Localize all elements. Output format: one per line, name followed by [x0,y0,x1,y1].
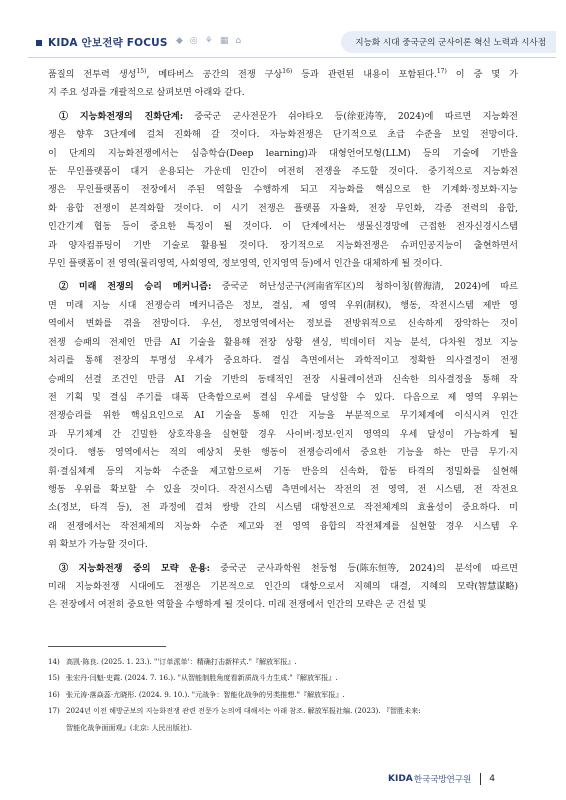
text-run: 등과 관련된 내용이 포함된다. [292,70,437,80]
footnote-divider [48,646,166,647]
text-line [48,334,518,352]
text-line [48,499,518,517]
text-line [48,126,518,144]
text-line [48,237,518,255]
text-line [48,163,518,181]
text-line [48,352,518,370]
text-run: 미래 지능화전쟁 시대에도 전쟁은 기본적으로 인간의 대항으로서 지혜의 대결, 지혜의 모략(智慧谋略) [48,581,518,592]
bold-heading: ① 지능화전쟁의 진화단계: [59,110,184,122]
brand-square-icon [36,40,42,46]
header-section-title: 지능화 시대 중국군의 군사이론 혁신 노력과 시사점 [355,38,546,48]
text-run: 중국군 군사과학원 천둥헝 등(陈东恒等, 2024)의 분석에 따르면 [210,563,518,574]
header-diamond-icon: ◆ [176,36,183,46]
text-line [48,536,518,554]
text-run: 화 융합 전쟁이 본격화할 것이다. 이 시기 전쟁은 플랫폼 자율화, 전장 무인화, 각종 전력의 융합, [48,203,518,214]
text-run: 전쟁승리를 위한 핵심요인으로 AI 기술을 통해 인간 지능을 부분적으로 무기체계에 이식시켜 인간 [48,411,518,422]
paragraph [48,278,518,554]
footnotes [48,654,518,736]
text-line [48,255,518,273]
page-number: 4 [489,774,495,784]
header-brand-group [36,35,168,50]
footnote-text: 张宏丹·闫魁·史霞. (2024. 7. 16.). "从智能制胜角度看新质战斗力生成."『解放军报』. [66,673,338,683]
footnote-text: 2024년 이전 해방군보의 지능화전쟁 관련 전문가 논의에 대해서는 아래 참조. 解放军报社编. (2023). 『智胜未来: [66,706,421,716]
header-brand: KIDA 안보전략 FOCUS [48,37,168,49]
text-line [48,444,518,462]
text-run: 전 기획 및 결심 주기를 대폭 단축함으로써 결심 우세를 달성할 수 있다. 다음으로 제 영역 우위는 [48,392,518,403]
text-run: 중국군 허난성군구(河南省军区)의 청하이칭(曾海清, 2024)에 따르 [211,282,518,293]
text-run: 래 전쟁에서는 작전체계의 지능화 수준 제고와 전 영역 융합의 작전체계를 실현할 경우 시스템 우 [48,521,518,532]
text-run: 중국군 군사전문가 쉬야타오 등(徐亚涛等, 2024)에 따르면 지능화전 [183,111,518,122]
text-run: 휘·결심체계 등의 지능화 수준을 제고함으로써 기동 반응의 신속화, 합동 타격의 정밀화를 실현해 [48,466,518,477]
text-run: 품질의 전투력 생성 [48,70,137,80]
footnote-line [48,720,518,736]
footnote-text: 张元涛·落焱蕊·尤晓彤. (2024. 9. 10.). "元战争：智能化战争的另类推想."『解放军报』. [66,689,345,699]
text-line [48,84,518,102]
text-run: 승패의 선결 조건인 만큼 AI 기술 기반의 동태적인 전장 시뮬레이션과 신속한 의사결정을 통해 작 [48,374,518,385]
footer-logo-text: 한국국방연구원 [413,775,472,785]
text-run: 지 주요 성과를 개괄적으로 살펴보면 아래와 같다. [48,88,245,99]
text-line [48,278,518,296]
text-line [48,481,518,499]
text-line [48,578,518,596]
footnote-number: 16) [48,689,60,699]
text-run: 무인 플랫폼이 전 영역(물리영역, 사회영역, 정보영역, 인지영역 등)에서 인간을 대체하게 될 것이다. [48,259,443,270]
text-run: 둔 무인플랫폼이 대거 운용되는 가운데 인간이 여전히 전쟁을 주도할 것이다. 중기적으로 지능화전 [48,167,518,178]
text-run: 이 단계의 지능화전쟁에서는 심층학습(Deep learning)과 대형언어모형(LLM) 등의 기술에 기반을 [48,148,518,159]
text-line [48,371,518,389]
text-line [48,407,518,425]
footnote-line [48,654,518,670]
footnote-text: 智能化战争面面观』(北京: 人民出版社). [66,722,192,732]
footnote-ref: 15) [136,68,147,75]
text-run: 면 미래 지능 시대 전쟁승리 메커니즘은 정보, 결심, 제 영역 우위(制权), 행동, 작전시스템 제반 영 [48,300,518,311]
text-run: 인간기계 협동 등이 중요한 특징이 될 것이다. 이 단계에서는 생물신경망에 근접한 전자신경시스템 [48,222,518,233]
text-line [48,297,518,315]
text-line [48,315,518,333]
text-line [48,560,518,578]
paragraph [48,66,518,103]
text-run: , 메타버스 공간의 전쟁 구상 [146,70,283,80]
text-line [48,426,518,444]
text-run: 쟁은 향후 3단계에 걸쳐 진화해 갈 것이다. 자능화전쟁은 단기적으로 초급 수준을 보일 전망이다. [48,130,518,141]
footnote-ref: 16) [282,68,293,75]
header-house-icon: ⌂ [235,36,242,46]
text-line [48,218,518,236]
footnote-line [48,670,518,686]
header-section-tab [341,31,556,53]
text-run: 역에서 변화를 겪을 전망이다. 우선, 정보영역에서는 정보를 전방위적으로 신속하게 장악하는 것이 [48,319,518,330]
footnote-line [48,687,518,703]
header-divider [28,57,556,58]
document-body [48,66,518,615]
text-run: 처리를 통해 전장의 투명성 우세가 중요하다. 결심 측면에서는 과학적이고 정확한 의사결정이 전쟁 [48,356,518,367]
text-run: 전쟁 승패의 전제인 만큼 AI 기술을 활용해 전장 상황 센싱, 빅데이터 지능 분석, 다차원 정보 지능 [48,337,518,348]
footnote-line [48,703,518,719]
text-run: 위 확보가 가능할 것이다. [48,540,148,551]
text-line [48,463,518,481]
footer-logo-mark: KIDA [388,774,413,784]
text-line [48,200,518,218]
footnote-number: 15) [48,673,60,683]
text-run: 과 양자컴퓨팅이 기반 기술로 활용될 것이다. 장기적으로 지능화전쟁은 슈퍼인공지능이 출현하면서 [48,240,518,251]
text-run: 쟁은 무인플랫폼이 전장에서 주된 역할을 수행하게 되고 지능화를 핵심으로 한 기계화·정보화·지능 [48,185,518,196]
text-line [48,145,518,163]
footnote-number: 14) [48,657,60,666]
header-icon-strip [176,36,241,46]
text-run: 행동 우위를 확보할 수 있을 것이다. 작전시스템 측면에서는 작전의 전 영역, 전 시스템, 전 작전요 [48,484,518,495]
text-run: 소(정보, 타격 등), 전 과정에 걸쳐 쌍방 간의 시스템 대항전으로 작전체계의 효율성이 중요하다. 미 [48,503,518,514]
text-line [48,518,518,536]
footnote-text: 高凯·陈良. (2025. 1. 23.). "'订单派单'：精确打击新样式."『解放军报』. [66,657,297,666]
text-line [48,596,518,614]
text-line [48,66,518,84]
text-run: 은 전장에서 여전히 중요한 역할을 수행하게 될 것이다. 미래 전쟁에서 인간의 모략은 군 건설 및 [48,600,427,611]
footnote-ref: 17) [436,68,447,75]
bold-heading: ③ 지능화전쟁 중의 모략 운용: [59,562,210,574]
page-footer [388,773,495,785]
header-target-icon: ◎ [189,36,198,46]
header-flower-icon: ⚘ [204,36,213,46]
text-line [48,108,518,126]
bold-heading: ② 미래 전쟁의 승리 메커니즘: [59,281,212,293]
text-run: 과 무기체계 간 긴밀한 상호작용을 실현할 경우 사이버·정보·인지 영역의 우세 달성이 가능하게 될 [48,429,518,440]
header-grid-icon: ▦ [219,36,229,46]
page-header [0,28,566,58]
paragraph [48,108,518,274]
paragraph [48,560,518,615]
footnote-number: 17) [48,706,60,716]
text-line [48,389,518,407]
text-run: 것이다. 행동 영역에서는 적의 예상치 못한 행동이 전쟁승리에서 중요한 기능을 하는 만큼 무기·지 [48,448,518,459]
footer-separator [480,773,481,785]
text-line [48,181,518,199]
text-run: 이 중 몇 가 [446,70,518,80]
